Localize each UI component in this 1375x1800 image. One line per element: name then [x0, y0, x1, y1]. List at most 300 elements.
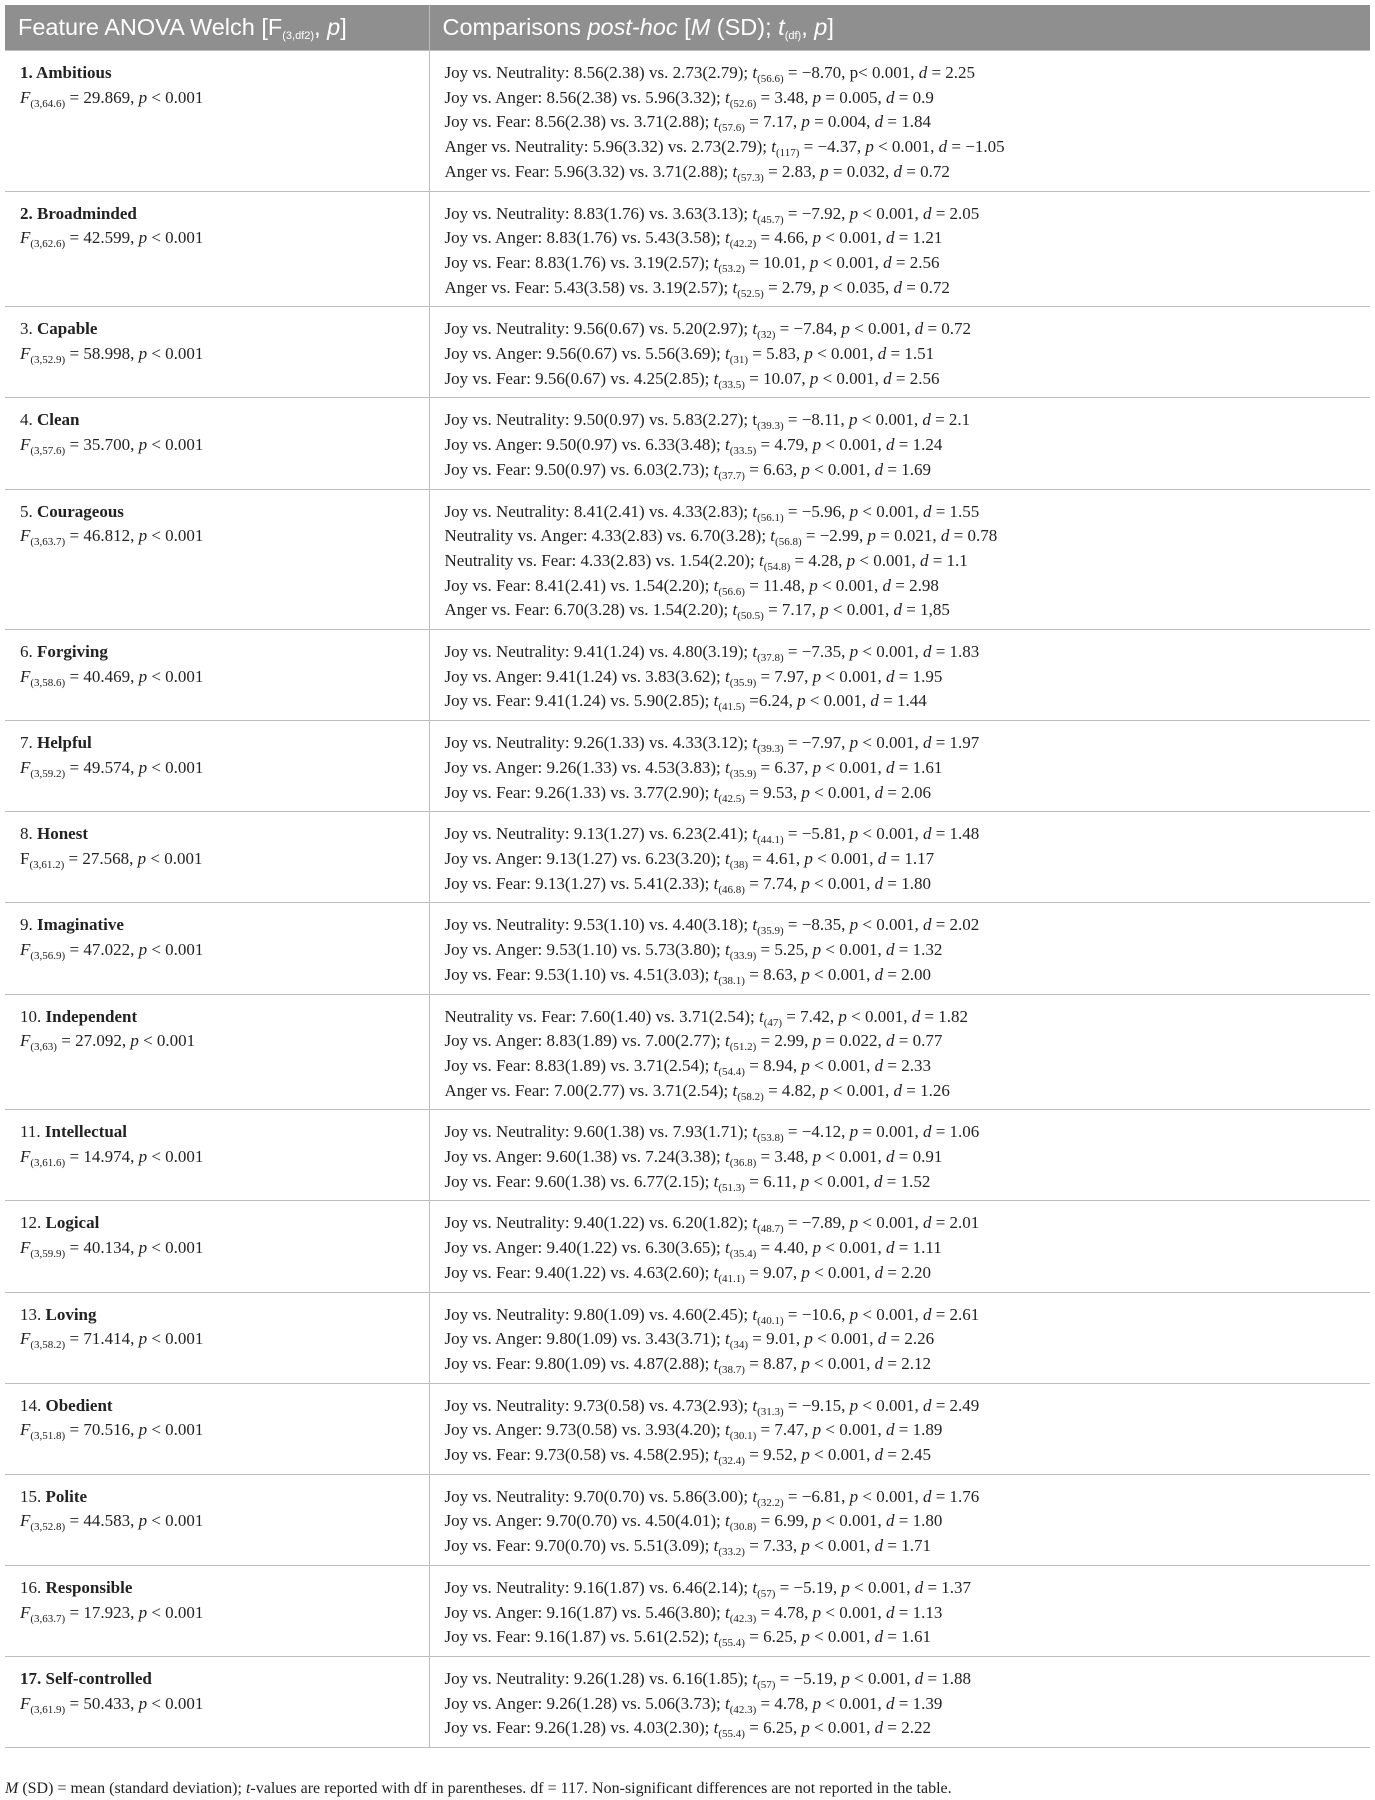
p-letter: p — [801, 873, 810, 893]
t-value: 7.97 — [774, 666, 805, 686]
f-value: 44.583 — [83, 1511, 131, 1531]
t-value: −5.19 — [793, 1668, 833, 1688]
comparison-line: Joy vs. Fear: 9.60(1.38) vs. 6.77(2.15); $t_{(51.3)} = 6.11$, p < 0.001, d = 1.52 — [444, 1171, 931, 1194]
effect-size: 0.72 — [920, 277, 950, 297]
p-letter: p — [801, 1262, 810, 1282]
d-letter: d — [940, 526, 950, 546]
p-value: = 0.004 — [809, 112, 867, 132]
anova-statistic: $F_{(3,64.6)} = 29.869$, p < 0.001 — [20, 87, 204, 110]
t-equals: = — [783, 501, 802, 521]
effect-size: 1.06 — [949, 1122, 980, 1142]
f-value: 27.092 — [75, 1031, 122, 1051]
t-value: 4.28 — [808, 550, 839, 570]
feature-name-word: Intellectual — [44, 1122, 128, 1142]
t-letter: t — [713, 1353, 719, 1373]
d-letter: d — [914, 319, 924, 339]
p-letter: p — [812, 757, 822, 777]
comparison-label: Joy vs. Anger: 9.60(1.38) vs. 7.24(3.38); — [444, 1147, 725, 1167]
table-row — [5, 489, 1370, 630]
t-equals: = — [744, 1171, 764, 1191]
comparison-line: Neutrality vs. Fear: 4.33(2.83) vs. 1.54(2.20); $t_{(54.8)} = 4.28$, p < 0.001, d = 1.1 — [444, 550, 968, 573]
comparison-line: Joy vs. Fear: 8.83(1.89) vs. 3.71(2.54); $t_{(54.4)} = 8.94$, p < 0.001, d = 2.33 — [444, 1055, 931, 1078]
t-equals: = — [748, 344, 767, 364]
t-degrees-of-freedom: (56.1) — [757, 511, 784, 524]
feature-name-label: 5. — [20, 501, 37, 521]
p-letter: p — [138, 1602, 148, 1622]
comparison-label: Joy vs. Neutrality: 9.70(0.70) vs. 5.86(3.00); — [444, 1486, 753, 1506]
comparison-line: Joy vs. Fear: 9.56(0.67) vs. 4.25(2.85); $t_{(33.5)} = 10.07$, p < 0.001, d = 2.56 — [444, 368, 940, 391]
t-equals: = — [801, 526, 820, 546]
effect-size: 1.11 — [912, 1238, 942, 1258]
p-letter: p — [138, 1693, 148, 1713]
anova-statistic: $F_{(3,52.9)} = 58.998$, p < 0.001 — [20, 344, 204, 367]
f-value: 27.568 — [82, 848, 130, 868]
d-letter: d — [882, 575, 892, 595]
feature-name-label: 1. Ambitious — [20, 63, 112, 82]
t-equals: = — [763, 277, 782, 297]
t-letter: t — [713, 1536, 719, 1556]
comparison-label: Joy vs. Anger: 8.56(2.38) vs. 5.96(3.32); — [444, 87, 725, 107]
p-value: < 0.001 — [821, 1511, 878, 1531]
p-letter: p — [801, 112, 810, 132]
p-value: < 0.001 — [809, 782, 867, 802]
p-letter: p — [137, 848, 147, 868]
t-letter: t — [713, 1718, 719, 1738]
comparison-line: Anger vs. Fear: 5.96(3.32) vs. 3.71(2.88); $t_{(57.3)} = 2.83$, p = 0.032, d = 0.72 — [444, 161, 950, 184]
t-letter: t — [752, 410, 758, 430]
p-letter: p — [130, 1031, 139, 1051]
t-degrees-of-freedom: (41.1) — [718, 1272, 745, 1285]
d-letter: d — [885, 435, 895, 455]
p-value: = 0.022 — [821, 1031, 878, 1051]
comparison-line: Joy vs. Neutrality: 9.16(1.87) vs. 6.46(2.14); $t_{(57)} = -5.19$, p < 0.001, d = 1.37 — [444, 1577, 972, 1600]
f-p-value: < 0.001 — [151, 87, 204, 107]
comparison-line: Joy vs. Anger: 9.50(0.97) vs. 6.33(3.48); $t_{(33.5)} = 4.79$, p < 0.001, d = 1.24 — [444, 435, 943, 458]
f-letter: F — [20, 666, 31, 686]
comparison-line: Joy vs. Fear: 9.26(1.28) vs. 4.03(2.30); $t_{(55.4)} = 6.25$, p < 0.001, d = 2.22 — [444, 1718, 931, 1741]
table-row — [5, 812, 1370, 903]
comparison-line: Joy vs. Anger: 8.56(2.38) vs. 5.96(3.32); $t_{(52.6)} = 3.48$, p = 0.005, d = 0.9 — [444, 87, 934, 110]
feature-name — [20, 913, 414, 938]
anova-statistic: $F_{(3,61.6)} = 14.974$, p < 0.001 — [20, 1147, 204, 1170]
f-degrees-of-freedom: (3,52.8) — [30, 1521, 66, 1534]
t-equals: = — [756, 1238, 775, 1258]
feature-name — [20, 1120, 414, 1145]
t-letter: t — [713, 1445, 719, 1465]
t-equals: = — [756, 87, 775, 107]
t-value: −8.35 — [801, 915, 842, 935]
p-letter: p — [849, 1395, 859, 1415]
feature-name-label: 8. — [20, 824, 37, 844]
t-letter: t — [752, 824, 758, 844]
feature-name-word: Polite — [45, 1486, 88, 1506]
p-letter: p — [849, 1304, 859, 1324]
p-value: < 0.001 — [809, 1536, 867, 1556]
d-letter: d — [922, 1304, 932, 1324]
p-letter: p — [849, 915, 859, 935]
p-value: < 0.001 — [821, 1693, 878, 1713]
comparison-label: Joy vs. Neutrality: 9.56(0.67) vs. 5.20(2.97); — [444, 319, 753, 339]
effect-size: 1,85 — [920, 600, 950, 620]
t-degrees-of-freedom: (55.4) — [718, 1637, 745, 1650]
t-equals: = — [744, 1627, 764, 1647]
p-letter: p — [812, 666, 822, 686]
effect-size: 2.61 — [949, 1304, 980, 1324]
anova-statistic: $F_{(3,63)} = 27.092$, p < 0.001 — [20, 1031, 196, 1054]
p-letter: p — [804, 344, 813, 364]
d-letter: d — [885, 1147, 895, 1167]
t-letter: t — [752, 733, 758, 753]
t-letter: t — [752, 1486, 758, 1506]
table-row — [5, 1565, 1370, 1656]
text-segment: M — [5, 1780, 19, 1797]
p-letter: p — [801, 782, 810, 802]
p-letter: p — [801, 1627, 810, 1647]
feature-name-word: Clean — [37, 410, 80, 430]
d-letter: d — [893, 1080, 903, 1100]
t-value: 6.24 — [758, 691, 789, 711]
p-letter: p — [841, 1668, 850, 1688]
text-segment: t — [778, 14, 785, 40]
text-segment: p — [814, 14, 828, 40]
comparison-line: Joy vs. Fear: 8.56(2.38) vs. 3.71(2.88); $t_{(57.6)} = 7.17$, p = 0.004, d = 1.84 — [444, 112, 931, 135]
effect-size: 1.80 — [901, 873, 931, 893]
p-letter: p — [865, 137, 874, 157]
t-equals: = — [782, 1006, 801, 1026]
t-degrees-of-freedom: (38) — [729, 858, 749, 871]
t-value: 4.40 — [774, 1238, 805, 1258]
p-letter: p — [812, 1602, 822, 1622]
comparison-line: Joy vs. Neutrality: 9.70(0.70) vs. 5.86(3.00); $t_{(32.2)} = -6.81$, p < 0.001, d = 1.76 — [444, 1486, 980, 1509]
feature-name — [20, 202, 414, 227]
comparison-label: Joy vs. Fear: 9.60(1.38) vs. 6.77(2.15); — [444, 1171, 714, 1191]
comparison-label: Joy vs. Fear: 8.83(1.89) vs. 3.71(2.54); — [444, 1055, 714, 1075]
p-letter: p — [801, 1445, 810, 1465]
effect-size: 2.25 — [945, 63, 976, 82]
comparison-line: Joy vs. Fear: 9.16(1.87) vs. 5.61(2.52); $t_{(55.4)} = 6.25$, p < 0.001, d = 1.61 — [444, 1627, 931, 1650]
t-value: 7.47 — [774, 1420, 805, 1440]
t-equals: = — [775, 1668, 794, 1688]
comparison-label: Joy vs. Neutrality: 9.80(1.09) vs. 4.60(2.45); — [444, 1304, 753, 1324]
f-p-value: < 0.001 — [151, 228, 204, 248]
feature-name-label: 4. — [20, 410, 37, 430]
comparison-label: Joy vs. Anger: 9.70(0.70) vs. 4.50(4.01); — [444, 1511, 725, 1531]
p-value: < 0.001 — [809, 1445, 867, 1465]
t-degrees-of-freedom: (39.3) — [757, 743, 784, 756]
effect-size: 2.98 — [909, 575, 939, 595]
d-letter: d — [885, 1238, 895, 1258]
f-p-value: < 0.001 — [151, 1511, 204, 1531]
p-letter: p — [801, 1353, 810, 1373]
t-letter: t — [724, 228, 730, 248]
p-value: < 0.001 — [805, 691, 862, 711]
d-letter: d — [874, 1536, 884, 1556]
comparison-label: Joy vs. Neutrality: 9.53(1.10) vs. 4.40(3.18); — [444, 915, 753, 935]
table-row — [5, 398, 1370, 489]
t-equals: = — [775, 1577, 794, 1597]
p-letter: p — [820, 600, 829, 620]
text-segment: (SD) = mean (standard deviation); — [18, 1780, 246, 1797]
t-letter: t — [758, 550, 764, 570]
comparison-line: Joy vs. Fear: 9.13(1.27) vs. 5.41(2.33); $t_{(46.8)} = 7.74$, p < 0.001, d = 1.80 — [444, 873, 931, 896]
comparison-label: Joy vs. Neutrality: 9.41(1.24) vs. 4.80(3.19); — [444, 642, 753, 662]
comparison-label: Joy vs. Fear: 9.53(1.10) vs. 4.51(3.03); — [444, 964, 714, 984]
f-degrees-of-freedom: (3,52.9) — [30, 354, 66, 367]
effect-size: 1.82 — [938, 1006, 969, 1026]
feature-cell — [5, 398, 429, 489]
effect-size: 1.13 — [912, 1602, 943, 1622]
t-value: 2.83 — [781, 161, 812, 181]
text-segment: Comparisons — [442, 14, 588, 40]
feature-cell — [5, 1201, 429, 1292]
p-value: < 0.001 — [858, 642, 915, 662]
t-degrees-of-freedom: (40.1) — [757, 1314, 784, 1327]
comparison-line: Joy vs. Neutrality: 9.40(1.22) vs. 6.20(1.82); $t_{(48.7)} = -7.89$, p < 0.001, d = 2.01 — [444, 1213, 980, 1236]
t-equals: = — [783, 642, 802, 662]
p-value: < 0.001 — [809, 1353, 867, 1373]
t-equals: = — [744, 1445, 764, 1465]
t-equals: = — [783, 824, 802, 844]
t-value: −7.84 — [793, 319, 833, 339]
feature-name-label: 13. — [20, 1304, 46, 1324]
p-value: < 0.001 — [821, 435, 878, 455]
t-degrees-of-freedom: (37.7) — [718, 469, 745, 482]
effect-size: 1.71 — [901, 1536, 931, 1556]
comparison-label: Joy vs. Anger: 9.80(1.09) vs. 3.43(3.71); — [444, 1329, 725, 1349]
feature-name-label: 6. — [20, 642, 37, 662]
effect-size: 1.39 — [912, 1693, 943, 1713]
p-letter: p — [801, 1718, 810, 1738]
p-letter: p — [812, 940, 822, 960]
t-value: 7.17 — [781, 600, 812, 620]
p-value: < 0.001 — [821, 666, 878, 686]
anova-statistic: $F_{(3,63.7)} = 46.812$, p < 0.001 — [20, 526, 204, 549]
t-letter: t — [724, 757, 730, 777]
text-segment: -values are reported with df in parentheses. df = 117. Non-significant differences are not reported in the table. — [250, 1780, 952, 1797]
effect-size: 1.84 — [901, 112, 931, 132]
p-value: < 0.001 — [858, 824, 915, 844]
d-letter: d — [885, 1420, 895, 1440]
d-letter: d — [893, 600, 903, 620]
comparisons-cell — [429, 630, 1370, 721]
comparison-line: Joy vs. Anger: 9.80(1.09) vs. 3.43(3.71); $t_{(34)} = 9.01$, p < 0.001, d = 2.26 — [444, 1329, 935, 1352]
t-degrees-of-freedom: (42.3) — [729, 1612, 757, 1625]
t-value: 9.53 — [763, 782, 793, 802]
t-degrees-of-freedom: (33.5) — [718, 378, 745, 391]
f-letter: F — [20, 344, 31, 364]
t-letter: t — [713, 1262, 719, 1282]
t-letter: t — [752, 319, 758, 339]
t-equals: = — [756, 757, 775, 777]
f-p-value: < 0.001 — [151, 666, 204, 686]
effect-size: 1.55 — [949, 501, 980, 521]
p-value: < 0.001 — [809, 873, 867, 893]
t-letter: t — [713, 1627, 719, 1647]
t-value: 8.87 — [763, 1353, 793, 1373]
p-letter: p — [809, 252, 819, 272]
t-equals: = — [783, 203, 802, 223]
d-letter: d — [885, 228, 895, 248]
t-equals: = — [744, 575, 764, 595]
feature-column-header — [5, 5, 429, 51]
t-degrees-of-freedom: (53.8) — [757, 1132, 784, 1145]
t-equals: = — [748, 1329, 767, 1349]
anova-statistic: $F_{(3,56.9)} = 47.022$, p < 0.001 — [20, 940, 204, 963]
t-equals: = — [756, 1420, 775, 1440]
p-value: < 0.001 — [858, 915, 915, 935]
table-row — [5, 1656, 1370, 1747]
p-letter: p — [138, 228, 148, 248]
f-letter: F — [20, 940, 31, 960]
text-segment: [ — [677, 14, 691, 40]
comparison-label: Joy vs. Anger: 9.26(1.33) vs. 4.53(3.83); — [444, 757, 725, 777]
table-header — [5, 5, 1370, 51]
t-equals: = — [744, 112, 764, 132]
t-letter: t — [713, 252, 719, 272]
t-degrees-of-freedom: (31.3) — [757, 1405, 784, 1418]
t-degrees-of-freedom: (35.9) — [757, 925, 784, 938]
t-value: 3.48 — [774, 87, 805, 107]
f-p-value: < 0.001 — [151, 1238, 204, 1258]
p-letter: p — [801, 964, 810, 984]
comparison-line: Joy vs. Neutrality: 8.83(1.76) vs. 3.63(3.13); $t_{(45.7)} = -7.92$, p < 0.001, d = 2.05 — [444, 203, 980, 226]
text-segment: post-hoc — [587, 14, 678, 40]
comparison-label: Anger vs. Fear: 7.00(2.77) vs. 3.71(2.54); — [444, 1080, 733, 1100]
t-value: −7.89 — [801, 1213, 842, 1233]
f-value: 46.812 — [83, 526, 131, 546]
t-equals: = — [744, 459, 764, 479]
p-value: < 0.001 — [828, 1080, 886, 1100]
comparison-label: Joy vs. Anger: 9.73(0.58) vs. 3.93(4.20); — [444, 1420, 725, 1440]
t-letter: t — [724, 940, 730, 960]
t-value: −2.99 — [819, 526, 860, 546]
t-degrees-of-freedom: (52.5) — [737, 287, 764, 300]
comparison-line: Joy vs. Neutrality: 9.73(0.58) vs. 4.73(2.93); $t_{(31.3)} = -9.15$, p < 0.001, d = 2.49 — [444, 1395, 980, 1418]
effect-size: 2.22 — [901, 1718, 931, 1738]
text-segment: (df) — [784, 30, 802, 42]
d-letter: d — [922, 1395, 932, 1415]
comparison-line: Joy vs. Anger: 8.83(1.76) vs. 5.43(3.58); $t_{(42.2)} = 4.66$, p < 0.001, d = 1.21 — [444, 228, 943, 251]
d-letter: d — [885, 1602, 895, 1622]
f-letter: F — [20, 1238, 31, 1258]
t-equals: = — [783, 1213, 802, 1233]
t-letter: t — [724, 435, 730, 455]
d-letter: d — [877, 344, 887, 364]
text-segment: , — [801, 14, 815, 40]
t-equals: = — [756, 1693, 775, 1713]
t-value: 4.78 — [774, 1602, 805, 1622]
comparison-line: Joy vs. Fear: 9.50(0.97) vs. 6.03(2.73); $t_{(37.7)} = 6.63$, p < 0.001, d = 1.69 — [444, 459, 931, 482]
t-degrees-of-freedom: (52.6) — [729, 97, 757, 110]
t-degrees-of-freedom: (41.5) — [718, 701, 745, 714]
feature-cell — [5, 307, 429, 398]
effect-size: 0.72 — [920, 161, 950, 181]
p-letter: p — [812, 228, 822, 248]
p-letter: p — [800, 1171, 810, 1191]
comparison-line: Joy vs. Anger: 9.26(1.33) vs. 4.53(3.83); $t_{(35.9)} = 6.37$, p < 0.001, d = 1.61 — [444, 757, 943, 780]
comparison-line: Joy vs. Fear: 9.40(1.22) vs. 4.63(2.60); $t_{(41.1)} = 9.07$, p < 0.001, d = 2.20 — [444, 1262, 931, 1285]
t-letter: t — [752, 915, 758, 935]
t-value: −4.12 — [801, 1122, 842, 1142]
p-letter: p — [849, 824, 859, 844]
f-degrees-of-freedom: (3,61.2) — [29, 858, 65, 871]
f-letter: F — [20, 1420, 31, 1440]
feature-name-word: Independent — [45, 1006, 138, 1026]
p-letter: p — [809, 575, 818, 595]
feature-name-word: Obedient — [45, 1395, 113, 1415]
d-letter: d — [919, 550, 929, 570]
comparison-label: Joy vs. Anger: 9.56(0.67) vs. 5.56(3.69); — [444, 344, 725, 364]
feature-cell — [5, 1110, 429, 1201]
comparison-label: Joy vs. Neutrality: 9.26(1.33) vs. 4.33(3.12); — [444, 733, 753, 753]
d-letter: d — [885, 940, 895, 960]
t-value: 2.79 — [781, 277, 812, 297]
comparison-label: Joy vs. Anger: 9.40(1.22) vs. 6.30(3.65); — [444, 1238, 725, 1258]
f-p-value: < 0.001 — [151, 344, 204, 364]
comparison-line: Joy vs. Anger: 9.56(0.67) vs. 5.56(3.69); $t_{(31)} = 5.83$, p < 0.001, d = 1.51 — [444, 344, 935, 367]
d-letter: d — [874, 1353, 884, 1373]
feature-name-label: 3. — [20, 319, 37, 339]
f-degrees-of-freedom: (3,58.6) — [30, 676, 66, 689]
t-equals: = — [744, 691, 759, 711]
p-letter: p — [812, 435, 822, 455]
effect-size: 2.56 — [909, 368, 940, 388]
t-degrees-of-freedom: (42.5) — [718, 792, 745, 805]
d-letter: d — [885, 1693, 895, 1713]
feature-name-label: 14. — [20, 1395, 46, 1415]
comparison-label: Joy vs. Neutrality: 9.60(1.38) vs. 7.93(1.71); — [444, 1122, 753, 1142]
d-letter: d — [922, 501, 932, 521]
comparisons-cell — [429, 398, 1370, 489]
f-value: 14.974 — [83, 1147, 131, 1167]
t-value: 3.48 — [774, 1147, 805, 1167]
t-value: −8.70 — [801, 63, 842, 82]
f-letter: F — [20, 1693, 31, 1713]
comparison-label: Joy vs. Fear: 9.73(0.58) vs. 4.58(2.95); — [444, 1445, 714, 1465]
t-value: 11.48 — [763, 575, 801, 595]
comparison-line: Joy vs. Neutrality: 9.26(1.28) vs. 6.16(1.85); $t_{(57)} = -5.19$, p < 0.001, d = 1.88 — [444, 1668, 972, 1691]
t-degrees-of-freedom: (30.8) — [729, 1521, 757, 1534]
f-degrees-of-freedom: (3,51.8) — [30, 1430, 66, 1443]
comparison-label: Joy vs. Anger: 8.83(1.89) vs. 7.00(2.77); — [444, 1031, 725, 1051]
p-value: < 0.001 — [858, 1395, 915, 1415]
p-value: = 0.021 — [876, 526, 933, 546]
feature-name — [20, 1485, 414, 1510]
t-equals: = — [744, 782, 764, 802]
p-value: < 0.001 — [817, 575, 875, 595]
table-row — [5, 630, 1370, 721]
comparison-line: Neutrality vs. Anger: 4.33(2.83) vs. 6.70(3.28); $t_{(56.8)} = -2.99$, p = 0.021, d = 0.78 — [444, 526, 998, 549]
t-degrees-of-freedom: (36.8) — [729, 1157, 757, 1170]
t-equals: = — [756, 1602, 775, 1622]
t-equals: = — [744, 1718, 764, 1738]
comparison-line: Joy vs. Anger: 9.60(1.38) vs. 7.24(3.38); $t_{(36.8)} = 3.48$, p < 0.001, d = 0.91 — [444, 1147, 943, 1170]
feature-name-label: 16. — [20, 1577, 46, 1597]
p-value: < 0.001 — [821, 1602, 878, 1622]
d-letter: d — [883, 252, 892, 272]
t-equals: = — [744, 1262, 764, 1282]
t-equals: = — [756, 1031, 775, 1051]
t-degrees-of-freedom: (37.8) — [757, 652, 784, 665]
comparison-line: Joy vs. Neutrality: 9.60(1.38) vs. 7.93(1.71); $t_{(53.8)} = -4.12$, p = 0.001, d = 1.06 — [444, 1122, 980, 1145]
t-degrees-of-freedom: (42.2) — [729, 238, 757, 251]
t-letter: t — [724, 1329, 730, 1349]
t-value: 7.42 — [800, 1006, 830, 1026]
t-value: 6.99 — [774, 1511, 805, 1531]
t-letter: t — [713, 691, 719, 711]
comparisons-cell — [429, 1201, 1370, 1292]
effect-size: 2.12 — [901, 1353, 931, 1373]
